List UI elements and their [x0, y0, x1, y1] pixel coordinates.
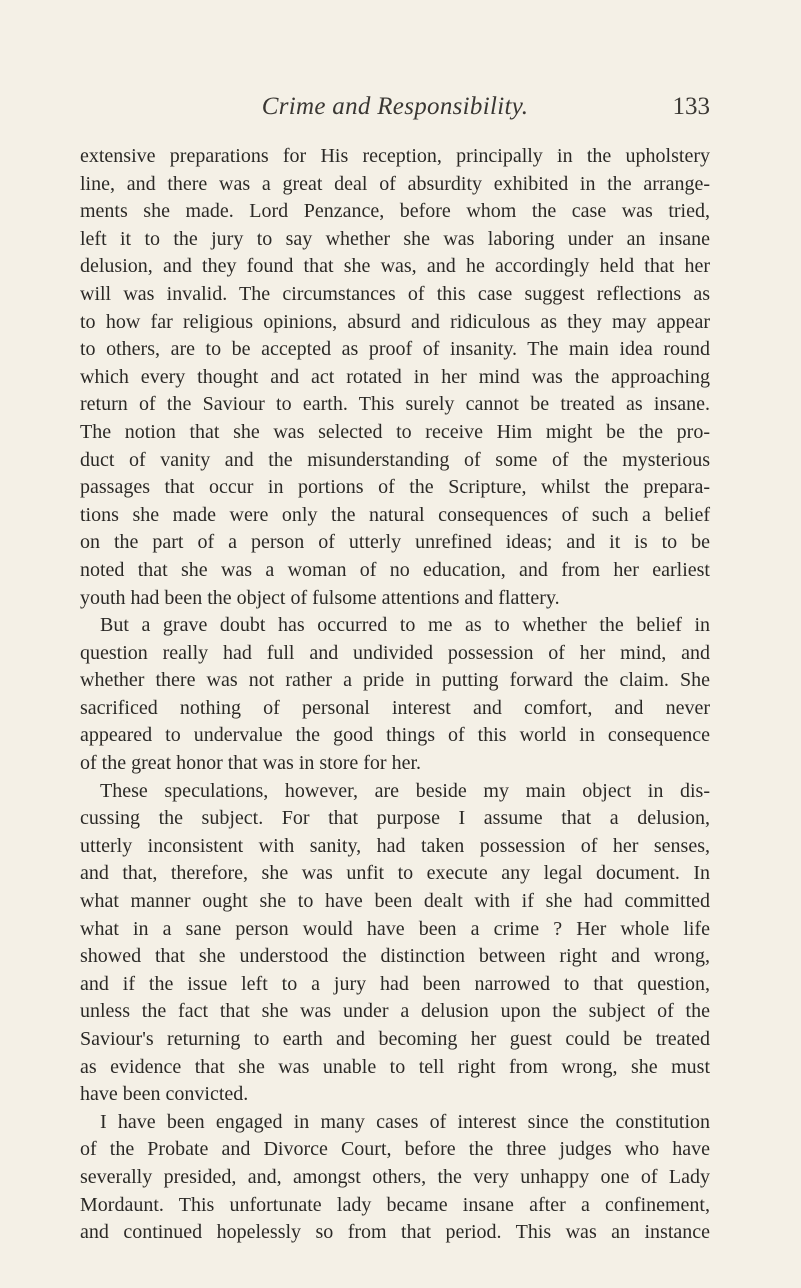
body-text	[80, 143, 710, 1247]
text-line: left it to the jury to say whether she was laboring under an insane	[80, 227, 710, 250]
text-line: showed that she understood the distinction between right and wrong,	[80, 945, 710, 968]
text-line: question really had full and undivided possession of her mind, and	[80, 641, 710, 664]
page-number: 133	[672, 93, 710, 120]
text-line: what manner ought she to have been dealt with if she had committed	[80, 890, 710, 913]
text-line: line, and there was a great deal of absurdity exhibited in the arrange-	[80, 172, 710, 195]
text-line: to how far religious opinions, absurd and ridiculous as they may appear	[80, 310, 710, 333]
text-line: sacrificed nothing of personal interest and comfort, and never	[80, 696, 710, 719]
running-head	[80, 93, 710, 129]
text-line: ments she made. Lord Penzance, before whom the case was tried,	[80, 200, 710, 223]
running-title: Crime and Responsibility.	[261, 93, 529, 120]
text-line: whether there was not rather a pride in putting forward the claim. She	[80, 669, 710, 692]
text-line: unless the fact that she was under a delusion upon the subject of the	[80, 1000, 710, 1023]
text-line: and that, therefore, she was unfit to execute any legal document. In	[80, 862, 710, 885]
text-line: of the Probate and Divorce Court, before the three judges who have	[80, 1138, 710, 1161]
text-line: what in a sane person would have been a crime ? Her whole life	[80, 917, 710, 940]
text-line: severally presided, and, amongst others, the very unhappy one of Lady	[80, 1165, 710, 1188]
text-line: Saviour's returning to earth and becoming her guest could be treated	[80, 1028, 710, 1050]
text-line: to others, are to be accepted as proof of insanity. The main idea round	[80, 338, 710, 361]
text-line: These speculations, however, are beside my main object in dis-	[100, 779, 710, 802]
text-line: cussing the subject. For that purpose I assume that a delusion,	[80, 807, 710, 830]
text-line: on the part of a person of utterly unrefined ideas; and it is to be	[80, 531, 710, 554]
text-line: utterly inconsistent with sanity, had taken possession of her senses,	[80, 834, 710, 857]
text-line: extensive preparations for His reception, principally in the upholstery	[80, 145, 710, 167]
text-line: noted that she was a woman of no education, and from her earliest	[80, 558, 710, 581]
text-line: But a grave doubt has occurred to me as to whether the belief in	[100, 614, 710, 637]
text-line: and if the issue left to a jury had been narrowed to that question,	[80, 972, 710, 995]
text-line: return of the Saviour to earth. This surely cannot be treated as insane.	[80, 393, 710, 416]
text-line: passages that occur in portions of the Scripture, whilst the prepara-	[80, 476, 710, 499]
text-line: have been convicted.	[80, 1083, 249, 1106]
text-line: Mordaunt. This unfortunate lady became insane after a confinement,	[80, 1193, 710, 1216]
text-line: appeared to undervalue the good things of this world in consequence	[80, 724, 710, 747]
text-line: as evidence that she was unable to tell right from wrong, she must	[80, 1055, 710, 1078]
text-line: which every thought and act rotated in her mind was the approaching	[80, 365, 710, 388]
text-line: tions she made were only the natural consequences of such a belief	[80, 503, 710, 526]
text-line: will was invalid. The circumstances of this case suggest reflections as	[80, 282, 710, 305]
text-line: duct of vanity and the misunderstanding of some of the mysterious	[80, 448, 710, 471]
text-line: delusion, and they found that she was, and he accordingly held that her	[80, 255, 710, 278]
text-line: youth had been the object of fulsome attentions and flattery.	[80, 586, 560, 609]
text-line: and continued hopelessly so from that period. This was an instance	[80, 1221, 710, 1244]
text-line: I have been engaged in many cases of interest since the constitution	[100, 1110, 710, 1133]
text-line: The notion that she was selected to receive Him might be the pro-	[80, 420, 710, 443]
text-line: of the great honor that was in store for her.	[80, 752, 422, 775]
